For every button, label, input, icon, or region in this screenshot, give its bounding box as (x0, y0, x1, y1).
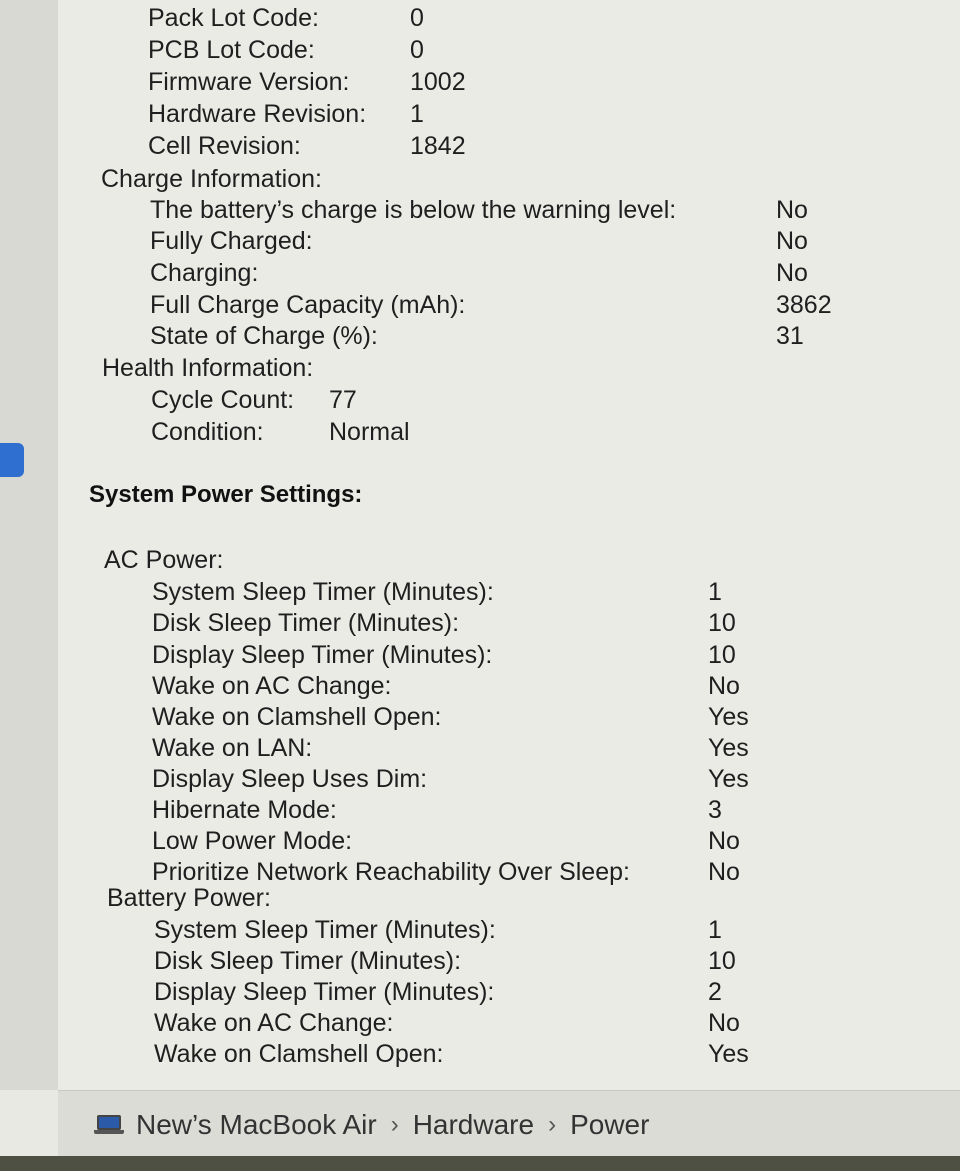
health-info-heading: Health Information: (102, 354, 314, 382)
setting-label: Low Power Mode: (152, 827, 353, 855)
info-value: 1842 (410, 132, 466, 160)
info-label: Hardware Revision: (148, 100, 367, 128)
system-power-settings-title: System Power Settings: (89, 481, 363, 508)
info-value: 3862 (776, 291, 832, 319)
info-label: Cell Revision: (148, 132, 301, 160)
setting-value: 2 (708, 978, 722, 1006)
setting-label: Hibernate Mode: (152, 796, 337, 824)
setting-label: Display Sleep Timer (Minutes): (152, 641, 493, 669)
breadcrumb-item-hardware[interactable]: Hardware (412, 1109, 535, 1140)
chevron-right-icon: › (548, 1111, 557, 1138)
setting-label: Wake on AC Change: (152, 672, 392, 700)
info-value: 31 (776, 322, 804, 350)
setting-label: System Sleep Timer (Minutes): (152, 578, 494, 606)
info-value: No (776, 259, 808, 287)
setting-value: Yes (708, 734, 749, 762)
setting-label: Wake on Clamshell Open: (154, 1040, 444, 1068)
breadcrumb (94, 1109, 649, 1141)
setting-label: Display Sleep Timer (Minutes): (154, 978, 495, 1006)
ac-power-heading: AC Power: (104, 546, 224, 574)
battery-power-heading: Battery Power: (107, 884, 271, 912)
sidebar (0, 0, 59, 1090)
info-label: Firmware Version: (148, 68, 350, 96)
setting-value: 10 (708, 609, 736, 637)
info-value: 0 (410, 36, 424, 64)
info-value: No (776, 196, 808, 224)
sidebar-selected-item[interactable] (0, 443, 24, 477)
info-value: 77 (329, 386, 357, 414)
setting-label: Wake on LAN: (152, 734, 313, 762)
screen-bezel (0, 1156, 960, 1171)
setting-value: No (708, 827, 740, 855)
path-bar (58, 1090, 960, 1157)
info-label: Fully Charged: (150, 227, 313, 255)
info-value: 1002 (410, 68, 466, 96)
info-label: State of Charge (%): (150, 322, 378, 350)
info-value: Normal (329, 418, 410, 446)
setting-value: 1 (708, 578, 722, 606)
chevron-right-icon: › (390, 1111, 399, 1138)
setting-value: Yes (708, 1040, 749, 1068)
setting-value: 10 (708, 641, 736, 669)
setting-value: Yes (708, 765, 749, 793)
breadcrumb-item-computer[interactable]: New’s MacBook Air (136, 1109, 377, 1140)
info-value: 1 (410, 100, 424, 128)
breadcrumb-item-power[interactable]: Power (570, 1109, 650, 1140)
info-label: The battery’s charge is below the warning level: (150, 196, 677, 224)
setting-label: Disk Sleep Timer (Minutes): (152, 609, 460, 637)
setting-label: Prioritize Network Reachability Over Sleep: (152, 858, 630, 886)
info-label: Charging: (150, 259, 259, 287)
laptop-icon (94, 1115, 124, 1135)
info-value: 0 (410, 4, 424, 32)
setting-value: 10 (708, 947, 736, 975)
setting-label: Wake on Clamshell Open: (152, 703, 442, 731)
setting-value: No (708, 1009, 740, 1037)
detail-pane (58, 0, 960, 1090)
setting-label: System Sleep Timer (Minutes): (154, 916, 496, 944)
setting-value: No (708, 858, 740, 886)
setting-value: Yes (708, 703, 749, 731)
charge-info-heading: Charge Information: (101, 165, 322, 193)
setting-label: Display Sleep Uses Dim: (152, 765, 428, 793)
setting-value: No (708, 672, 740, 700)
info-label: PCB Lot Code: (148, 36, 315, 64)
setting-value: 1 (708, 916, 722, 944)
info-label: Full Charge Capacity (mAh): (150, 291, 466, 319)
info-value: No (776, 227, 808, 255)
setting-value: 3 (708, 796, 722, 824)
setting-label: Wake on AC Change: (154, 1009, 394, 1037)
info-label: Cycle Count: (151, 386, 295, 414)
setting-label: Disk Sleep Timer (Minutes): (154, 947, 462, 975)
info-label: Pack Lot Code: (148, 4, 319, 32)
info-label: Condition: (151, 418, 264, 446)
